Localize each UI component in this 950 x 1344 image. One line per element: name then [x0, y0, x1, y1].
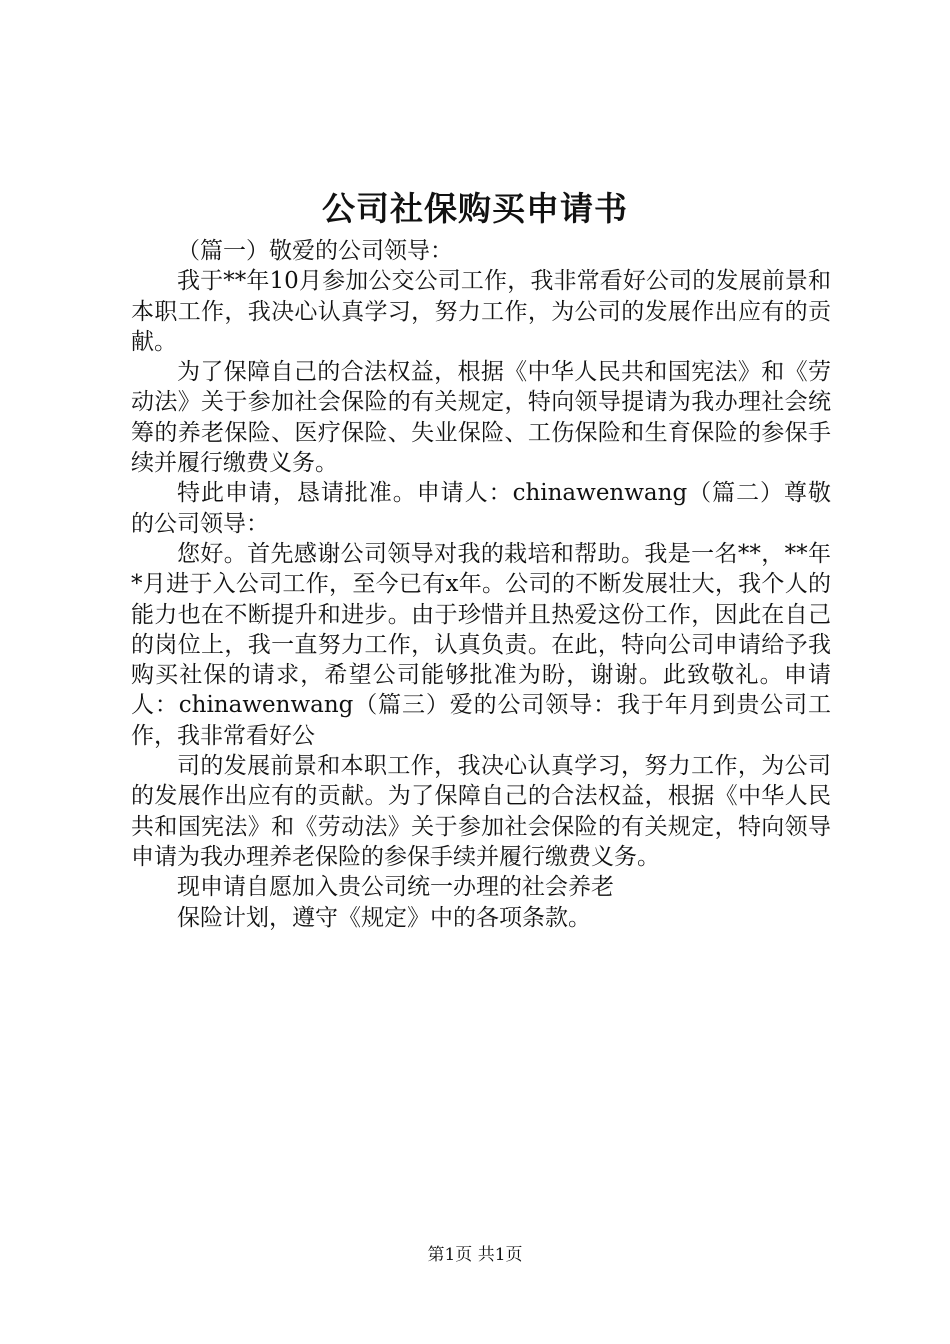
paragraph-2: 我于**年10月参加公交公司工作，我非常看好公司的发展前景和本职工作，我决心认真学习，努力工作，为公司的发展作出应有的贡献。 [131, 268, 831, 355]
paragraph-3: 为了保障自己的合法权益，根据《中华人民共和国宪法》和《劳动法》关于参加社会保险的有关规定，特向领导提请为我办理社会统筹的养老保险、医疗保险、失业保险、工伤保险和生育保险的参保手续并履行缴费义务。 [131, 359, 831, 477]
paragraph-8: 保险计划，遵守《规定》中的各项条款。 [177, 904, 591, 931]
document-body [131, 236, 831, 933]
paragraph-6: 司的发展前景和本职工作，我决心认真学习，努力工作，为公司的发展作出应有的贡献。为了保障自己的合法权益，根据《中华人民共和国宪法》和《劳动法》关于参加社会保险的有关规定，特向领导申请为我办理养老保险的参保手续并履行缴费义务。 [131, 753, 831, 870]
paragraph-5: 您好。首先感谢公司领导对我的栽培和帮助。我是一名**，**年*月进于入公司工作，至今已有x年。公司的不断发展壮大，我个人的能力也在不断提升和进步。由于珍惜并且热爱这份工作，因此在自己的岗位上，我一直努力工作，认真负责。在此，特向公司申请给予我购买社保的请求，希望公司能够批准为盼，谢谢。此致敬礼。申请人：chinawenwang（篇三）爱的公司领导：我于年月到贵公司工作，我非常看好公 [131, 540, 831, 749]
page-footer: 第1页 共1页 [427, 1245, 523, 1265]
document-title: 公司社保购买申请书 [322, 189, 628, 228]
paragraph-4: 特此申请，恳请批准。申请人：chinawenwang（篇二）尊敬的公司领导： [131, 480, 831, 537]
paragraph-1: （篇一）敬爱的公司领导： [177, 238, 453, 264]
paragraph-7: 现申请自愿加入贵公司统一办理的社会养老 [177, 874, 614, 901]
